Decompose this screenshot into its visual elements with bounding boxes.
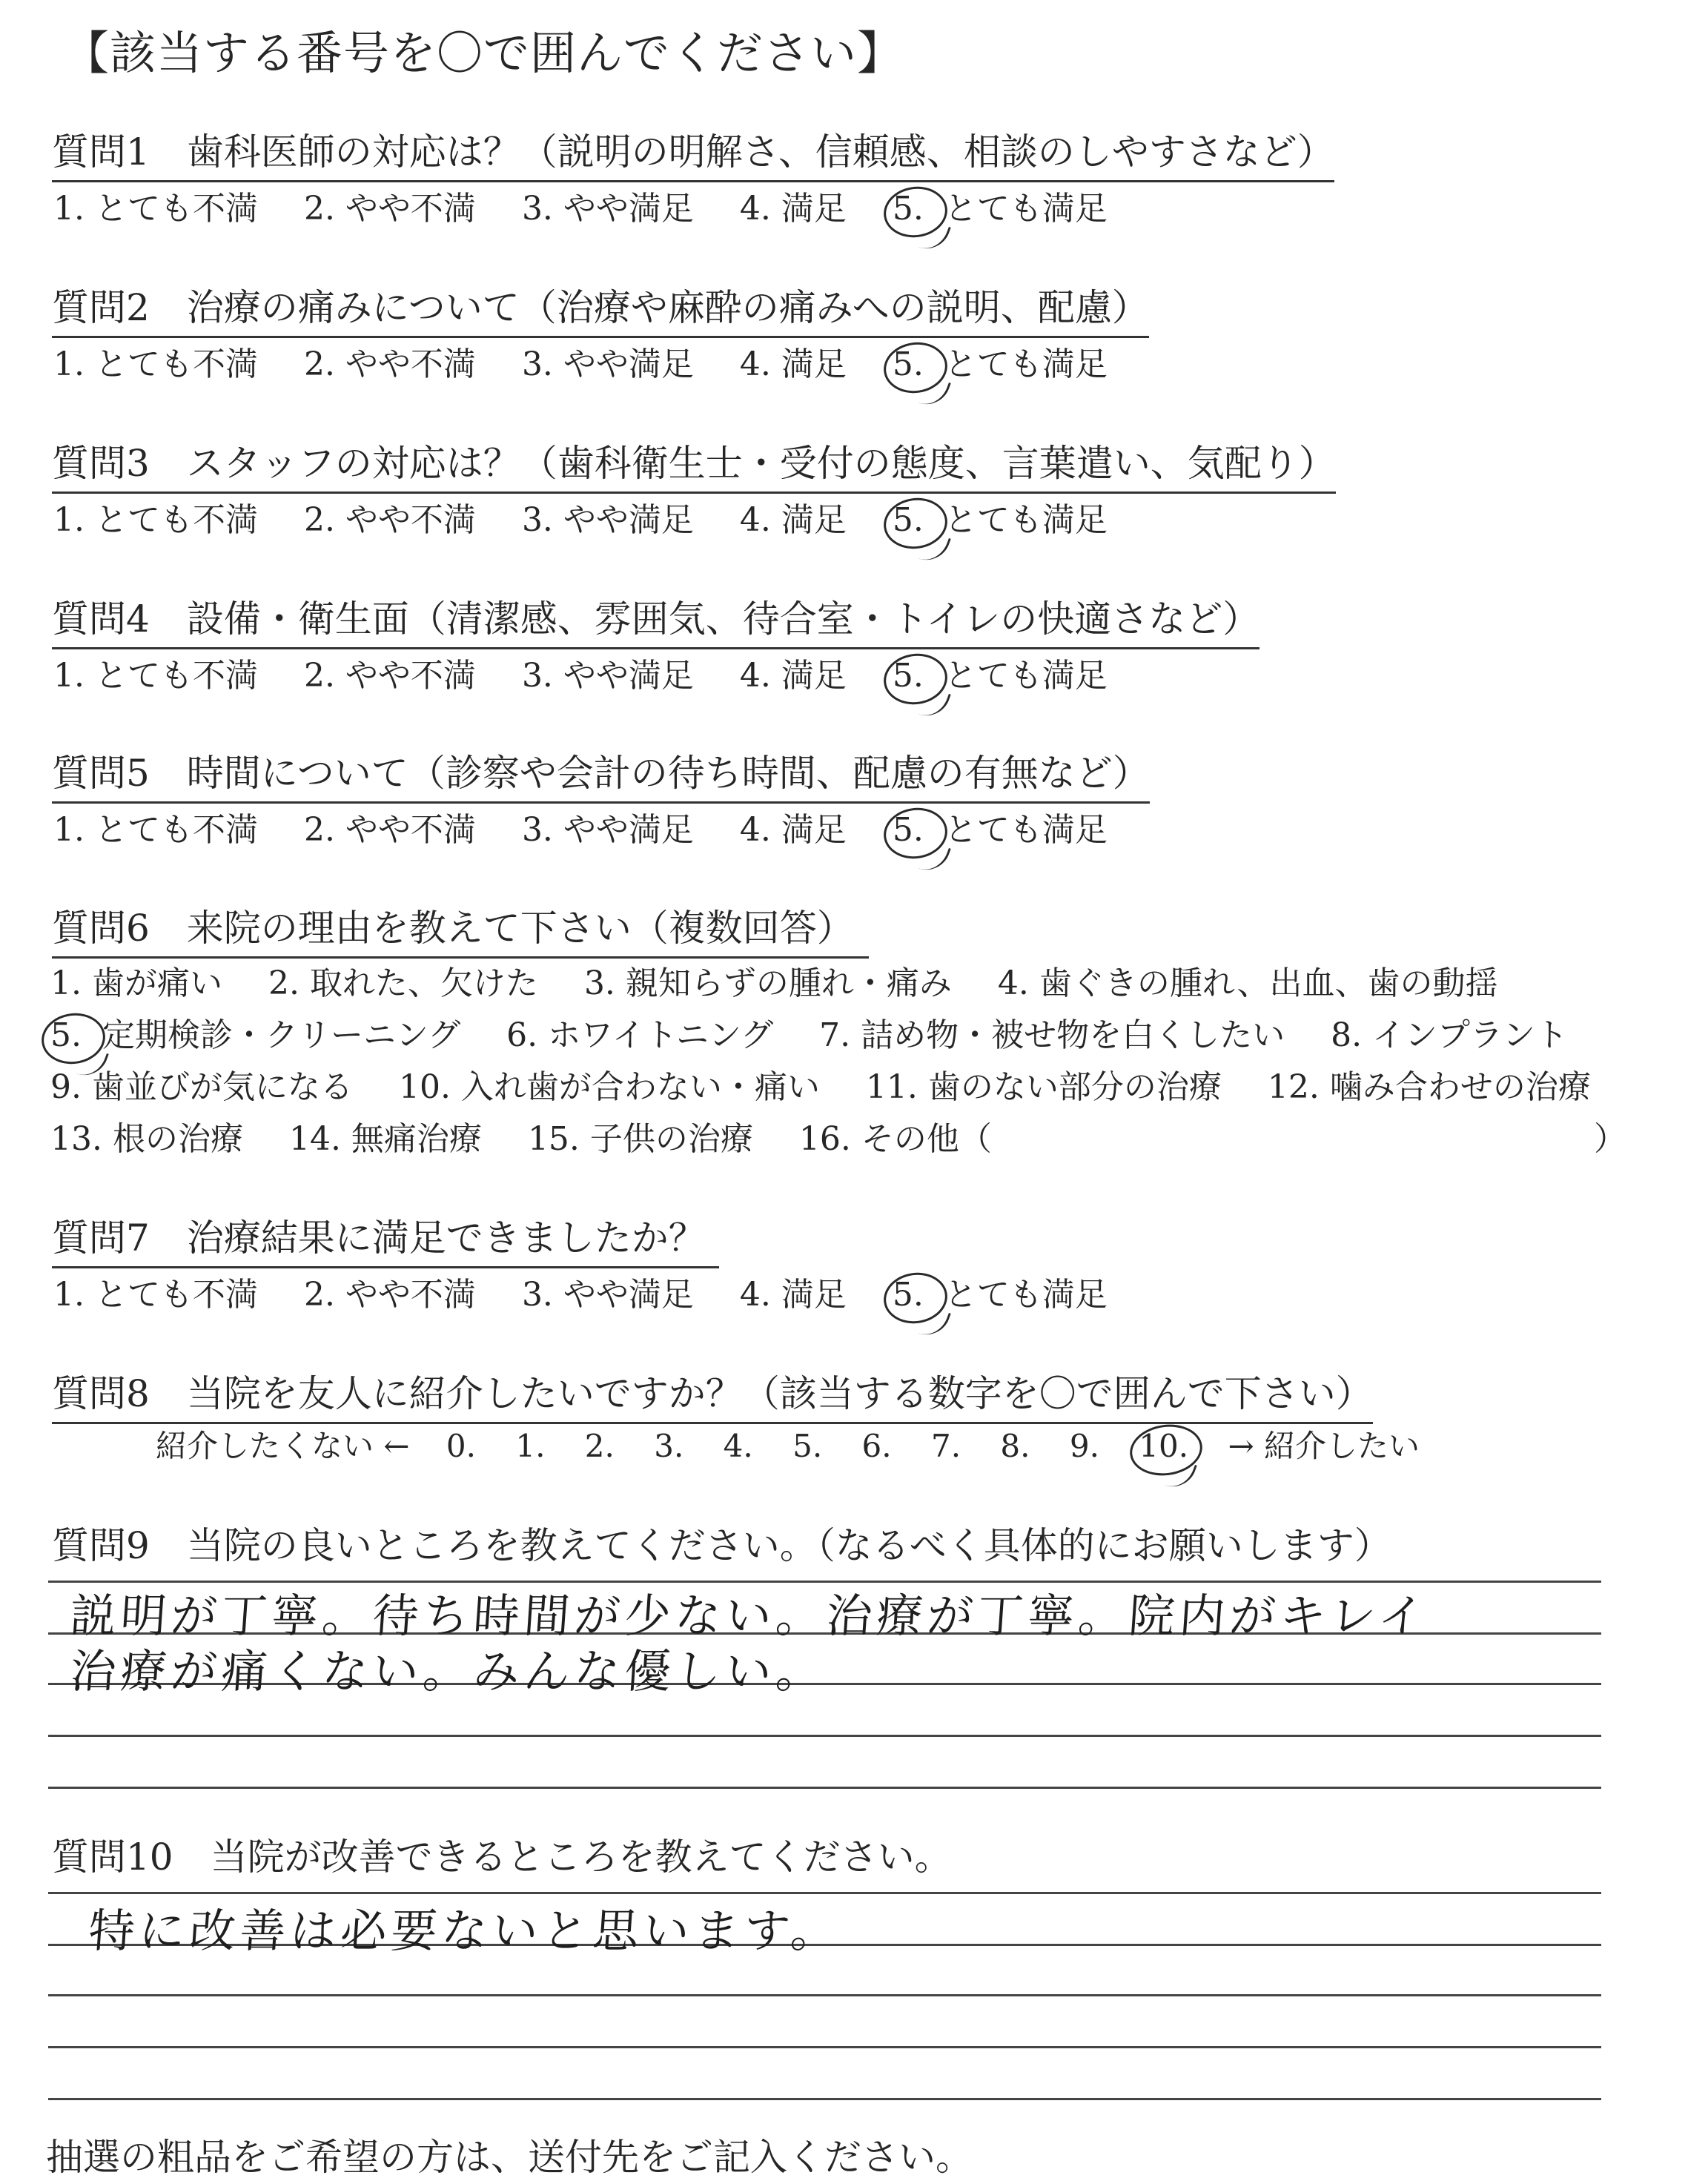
option-5-label: とても満足 [944,811,1108,849]
option-2[interactable]: 2. やや不満 [303,501,476,539]
reason-option[interactable]: 8. インプラント [1331,1016,1569,1054]
question-4-heading: 質問4 設備・衛生面（清潔感、雰囲気、待合室・トイレの快適さなど） [52,589,1260,649]
question-5-options [53,803,1143,850]
option-2[interactable]: 2. やや不満 [303,657,476,695]
answer-line [48,2046,1601,2048]
option-3[interactable]: 3. やや満足 [521,811,694,849]
reason-option[interactable]: 12. 噛み合わせの治療 [1267,1068,1591,1106]
question-10-heading: 質問10 当院が改善できるところを教えてください。 [52,1836,952,1879]
question-2-options [53,337,1143,385]
q10-handwritten-answer[interactable]: 特に改善は必要ないと思います。 [87,1904,844,1958]
reason-option[interactable]: 1. 歯が痛い [50,964,222,1002]
option-5-circled[interactable]: 5. [892,1276,924,1314]
scale-left-label: 紹介したくない ← [156,1428,410,1464]
option-5-circled[interactable]: 5. [892,811,924,849]
option-3[interactable]: 3. やや満足 [521,657,694,695]
option-5-label: とても満足 [944,501,1108,539]
question-7-options [53,1268,1143,1315]
option-1[interactable]: 1. とても不満 [53,345,258,383]
question-1-options [53,182,1143,229]
question-8-heading: 質問8 当院を友人に紹介したいですか？（該当する数字を〇で囲んで下さい） [52,1364,1373,1424]
question-8-scale [156,1422,1455,1466]
q9-handwritten-answer-line-2[interactable]: 治療が痛くない。みんな優しい。 [68,1644,829,1698]
question-6-heading: 質問6 来院の理由を教えて下さい（複数回答） [52,898,869,959]
score-9[interactable]: 9. [1069,1428,1099,1464]
scale-right-label: → 紹介したい [1228,1428,1420,1464]
option-1[interactable]: 1. とても不満 [53,657,258,695]
reason-option[interactable]: 7. 詰め物・被せ物を白くしたい [819,1016,1285,1054]
score-8[interactable]: 8. [1000,1428,1030,1464]
question-2-heading: 質問2 治療の痛みについて（治療や麻酔の痛みへの説明、配慮） [52,278,1149,338]
question-1 [52,122,1334,182]
question-9 [52,1516,1391,1569]
reason-option[interactable]: 9. 歯並びが気になる [50,1068,353,1106]
question-9-heading: 質問9 当院の良いところを教えてください。（なるべく具体的にお願いします） [52,1524,1391,1567]
reason-option[interactable]: 6. ホワイトニング [506,1016,774,1054]
footer-note: 抽選の粗品をご希望の方は、送付先をご記入ください。 [46,2136,973,2179]
option-4[interactable]: 4. 満足 [739,345,847,383]
score-1[interactable]: 1. [515,1428,546,1464]
option-5-label: とても満足 [944,190,1108,228]
option-2[interactable]: 2. やや不満 [303,811,476,849]
reason-option[interactable]: 3. 親知らずの腫れ・痛み [583,964,952,1002]
score-7[interactable]: 7. [930,1428,961,1464]
score-0[interactable]: 0. [446,1428,476,1464]
option-5-label: とても満足 [944,657,1108,695]
reason-option[interactable]: 2. 取れた、欠けた [268,964,538,1002]
question-8 [52,1364,1373,1424]
score-2[interactable]: 2. [584,1428,615,1464]
answer-line [48,1994,1601,1996]
option-1[interactable]: 1. とても不満 [53,1276,258,1314]
option-4[interactable]: 4. 満足 [739,811,847,849]
option-4[interactable]: 4. 満足 [739,190,847,228]
question-2 [52,278,1149,338]
question-3-options [53,493,1143,540]
question-5 [52,744,1150,804]
option-3[interactable]: 3. やや満足 [521,1276,694,1314]
reason-option-5-circled[interactable]: 5. [50,1016,82,1054]
option-1[interactable]: 1. とても不満 [53,811,258,849]
question-6-row-2 [50,1008,1603,1056]
option-4[interactable]: 4. 満足 [739,1276,847,1314]
question-3-heading: 質問3 スタッフの対応は？（歯科衛生士・受付の態度、言葉遣い、気配り） [52,434,1336,494]
answer-line [48,1787,1601,1789]
question-6-row-4 [50,1112,1027,1159]
option-2[interactable]: 2. やや不満 [303,1276,476,1314]
option-1[interactable]: 1. とても不満 [53,190,258,228]
reason-option[interactable]: 4. 歯ぐきの腫れ、出血、歯の動揺 [997,964,1498,1002]
option-2[interactable]: 2. やや不満 [303,345,476,383]
option-5-circled[interactable]: 5. [892,190,924,228]
option-4[interactable]: 4. 満足 [739,657,847,695]
question-1-heading: 質問1 歯科医師の対応は？（説明の明解さ、信頼感、相談のしやすさなど） [52,122,1334,182]
question-6-row-3 [50,1060,1626,1108]
option-5-circled[interactable]: 5. [892,345,924,383]
question-6 [52,898,869,959]
score-4[interactable]: 4. [723,1428,753,1464]
question-4-options [53,649,1143,696]
option-3[interactable]: 3. やや満足 [521,345,694,383]
score-6[interactable]: 6. [861,1428,892,1464]
option-3[interactable]: 3. やや満足 [521,501,694,539]
score-10-circled[interactable]: 10. [1139,1428,1189,1464]
question-7-heading: 質問7 治療結果に満足できましたか？ [52,1208,719,1268]
other-close-paren: ） [1594,1120,1626,1158]
answer-line [48,1735,1601,1737]
option-5-label: とても満足 [944,1276,1108,1314]
reason-option[interactable]: 14. 無痛治療 [288,1120,482,1158]
question-7 [52,1208,719,1268]
score-5[interactable]: 5. [792,1428,823,1464]
reason-option-other[interactable]: 16. その他（ [798,1120,992,1158]
option-1[interactable]: 1. とても不満 [53,501,258,539]
option-2[interactable]: 2. やや不満 [303,190,476,228]
reason-option-5-label: 定期検診・クリーニング [102,1016,461,1054]
question-6-row-1 [50,956,1534,1004]
score-3[interactable]: 3. [654,1428,684,1464]
page-title: 【該当する番号を〇で囲んでください】 [63,26,904,80]
option-5-circled[interactable]: 5. [892,657,924,695]
option-4[interactable]: 4. 満足 [739,501,847,539]
option-5-circled[interactable]: 5. [892,501,924,539]
reason-option[interactable]: 15. 子供の治療 [527,1120,753,1158]
question-3 [52,434,1336,494]
question-5-heading: 質問5 時間について（診察や会計の待ち時間、配慮の有無など） [52,744,1150,804]
option-5-label: とても満足 [944,345,1108,383]
q9-handwritten-answer-line-1[interactable]: 説明が丁寧。待ち時間が少ない。治療が丁寧。院内がキレイ [68,1589,1431,1643]
option-3[interactable]: 3. やや満足 [521,190,694,228]
question-4 [52,589,1260,649]
reason-option[interactable]: 13. 根の治療 [50,1120,243,1158]
question-10 [52,1827,952,1881]
answer-line [48,2098,1601,2100]
reason-option[interactable]: 11. 歯のない部分の治療 [865,1068,1222,1106]
reason-option[interactable]: 10. 入れ歯が合わない・痛い [398,1068,820,1106]
